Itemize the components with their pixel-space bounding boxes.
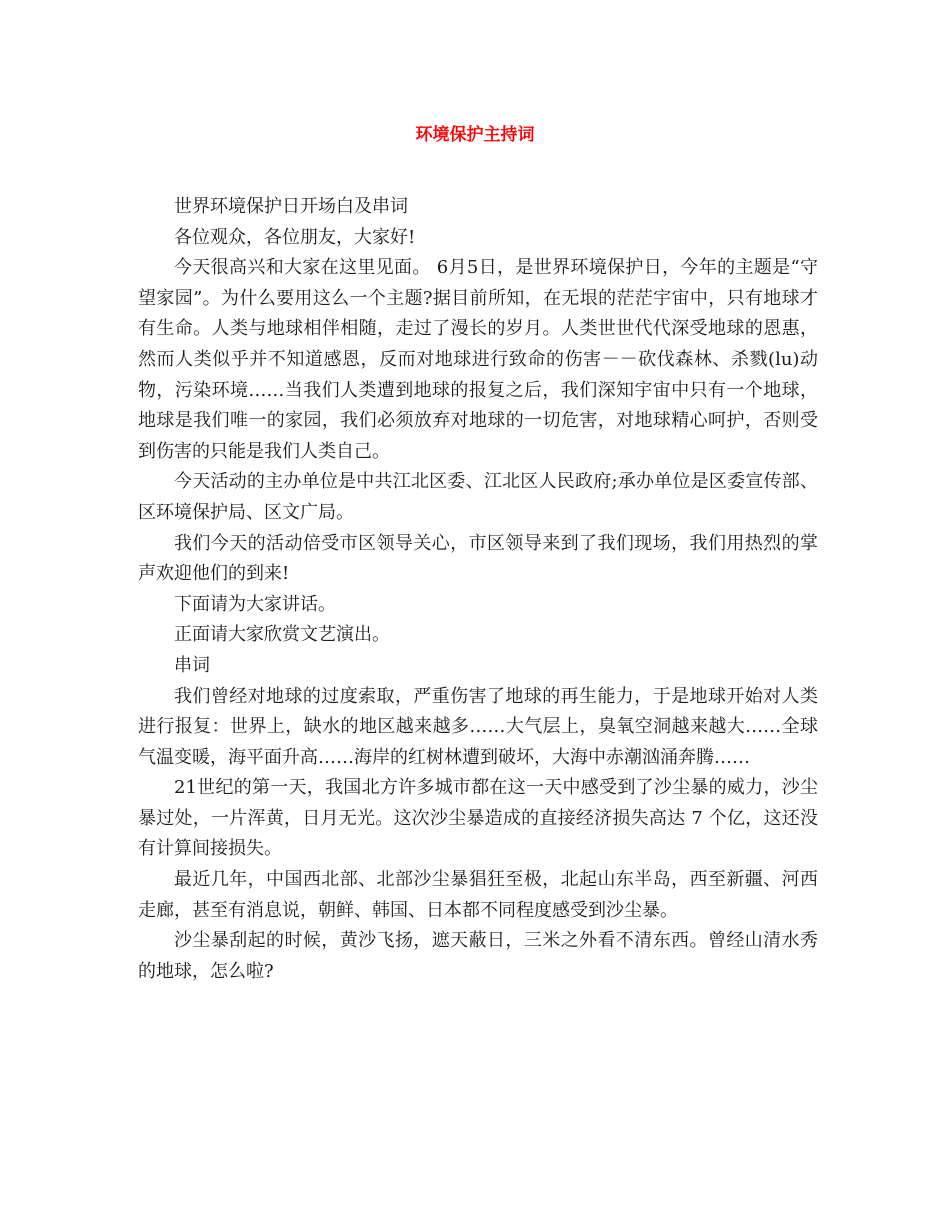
paragraph-subtitle: 世界环境保护日开场白及串词: [174, 196, 408, 217]
paragraph-welcome-leaders: 我们今天的活动倍受市区领导关心，市区领导来到了我们现场，我们用热烈的掌声欢迎他们的到来!: [138, 532, 818, 585]
document-body: [138, 192, 818, 987]
paragraph-organizers: 今天活动的主办单位是中共江北区委、江北区人民政府;承办单位是区委宣传部、区环境保护局、区文广局。: [138, 471, 818, 523]
paragraph-sandstorm-century: 21世纪的第一天，我国北方许多城市都在这一天中感受到了沙尘暴的威力，沙尘暴过处，一片浑黄，日月无光。这次沙尘暴造成的直接经济损失高达 7 个亿，这还没有计算间接损失。: [138, 777, 818, 860]
paragraph-speech: 下面请为大家讲话。: [174, 593, 336, 615]
paragraph-earth-revenge: 我们曾经对地球的过度索取，严重伤害了地球的再生能力，于是地球开始对人类进行报复：世界上，缺水的地区越来越多……大气层上，臭氧空洞越来越大……全球气温变暖，海平面升高……海岸的红树林遭到破坏，大海中赤潮汹涌奔腾……: [138, 685, 818, 768]
paragraph-section-heading: 串词: [174, 654, 210, 676]
paragraph-performance: 正面请大家欣赏文艺演出。: [174, 624, 390, 646]
paragraph-sandstorm-recent: 最近几年，中国西北部、北部沙尘暴猖狂至极，北起山东半岛，西至新疆、河西走廊，甚至有消息说，朝鲜、韩国、日本都不同程度感受到沙尘暴。: [138, 869, 818, 921]
paragraph-sandstorm-scene: 沙尘暴刮起的时候，黄沙飞扬，遮天蔽日，三米之外看不清东西。曾经山清水秀的地球，怎么啦?: [138, 930, 818, 982]
paragraph-greeting: 各位观众，各位朋友，大家好!: [174, 226, 416, 248]
document-title: 环境保护主持词: [415, 125, 535, 145]
paragraph-theme: 今天很高兴和大家在这里见面。 6月5日，是世界环境保护日，今年的主题是“守望家园”。为什么要用这么一个主题?据目前所知，在无垠的茫茫宇宙中，只有地球才有生命。人类与地球相伴相随，走过了漫长的岁月。人类世世代代深受地球的恩惠，然而人类似乎并不知道感恩，反而对地球进行致命的伤害－－砍伐森林、杀戮(lu)动物，污染环境……当我们人类遭到地球的报复之后，我们深知宇宙中只有一个地球，地球是我们唯一的家园，我们必须放弃对地球的一切危害，对地球精心呵护，否则受到伤害的只能是我们人类自己。: [138, 257, 818, 462]
